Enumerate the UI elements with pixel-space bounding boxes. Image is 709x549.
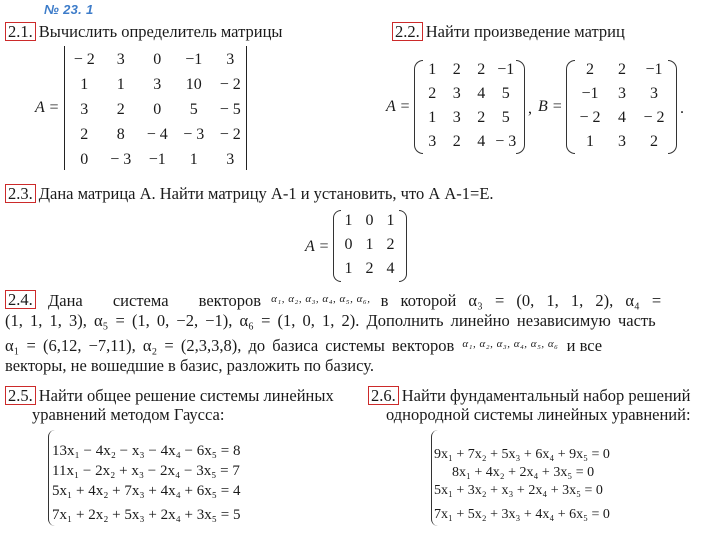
matrix-cell: 2 — [116, 100, 125, 118]
matrix-cell: 2 — [452, 133, 461, 150]
matrix-label-a: A = — [386, 98, 411, 115]
matrix-cell: 1 — [428, 109, 437, 126]
matrix-label-b: B = — [538, 98, 563, 115]
task-2-5-heading-line-2: уравнений методом Гаусса: — [32, 405, 225, 424]
matrix-row — [338, 257, 401, 281]
task-number-badge: 2.6. — [368, 386, 399, 405]
matrix-cell: 3 — [226, 50, 235, 68]
vector-list: α₁, α₂, α₃, α₄, α₅, α₆, — [271, 293, 371, 305]
task-text: Вычислить определитель матрицы — [38, 22, 283, 41]
matrix-cell: 1 — [116, 75, 125, 93]
matrix-cell: 2 — [386, 236, 395, 253]
matrix-cell: 3 — [452, 85, 461, 102]
matrix-cell: − 2 — [643, 109, 665, 126]
matrix-cell: 3 — [618, 85, 626, 102]
matrix-cell: − 5 — [219, 100, 241, 118]
matrix-cell: 2 — [586, 61, 594, 78]
vector-list: α₁, α₂, α₃, α₄, α₅, α₆ — [462, 338, 559, 350]
matrix-cell: 3 — [226, 150, 235, 168]
problem-set-number: № 23. 1 — [44, 2, 94, 17]
matrix-cell: − 4 — [146, 125, 168, 143]
task-text: Найти фундаментальный набор решений — [401, 386, 691, 405]
matrix-cell: − 3 — [110, 150, 132, 168]
matrix-row — [574, 82, 670, 106]
task-2-4-line-1 — [48, 288, 704, 312]
task-2-4-line-3 — [5, 333, 705, 357]
matrix-a — [420, 58, 518, 154]
equation-3: 5x₁ + 3x₂ + x₃ + 2x₄ + 3x₅ = 0 — [434, 483, 603, 498]
matrix-cell: 2 — [80, 125, 89, 143]
task-2-4-number — [5, 290, 39, 309]
task-2-5-heading — [5, 386, 334, 405]
matrix-row — [338, 209, 401, 233]
period: . — [680, 100, 684, 117]
matrix-b — [574, 58, 670, 154]
equation-3: 5x₁ + 4x₂ + 7x₃ + 4x₄ + 6x₅ = 4 — [52, 483, 241, 499]
matrix-cell: 2 — [477, 61, 486, 78]
matrix-cell: − 3 — [495, 133, 517, 150]
matrix-label-a: A = — [35, 99, 60, 116]
matrix-row — [66, 47, 249, 72]
matrix-cell: −1 — [645, 61, 663, 78]
equation-system — [434, 444, 610, 526]
matrix-cell: 2 — [650, 133, 658, 150]
matrix-row — [420, 130, 518, 154]
matrix-cell: 2 — [618, 61, 626, 78]
task-2-6-heading — [368, 386, 690, 405]
matrix-cell: 1 — [386, 212, 395, 229]
matrix-cell: − 2 — [219, 125, 241, 143]
matrix-cell: 5 — [189, 100, 198, 118]
matrix-row — [420, 106, 518, 130]
matrix-cell: 4 — [477, 133, 486, 150]
task-text: Найти произведение матриц — [425, 22, 625, 41]
task-number-badge: 2.3. — [5, 184, 36, 203]
matrix-row — [66, 72, 249, 97]
text: в которой α₃ = (0, 1, 1, 2), α₄ = — [380, 291, 662, 310]
matrix-label-a: A = — [305, 238, 330, 255]
matrix-cell: 0 — [153, 50, 162, 68]
matrix-cell: 4 — [477, 85, 486, 102]
task-number-badge: 2.1. — [5, 22, 36, 41]
text: и все — [566, 336, 603, 355]
matrix-row — [338, 233, 401, 257]
text: α₁ = (6,12, −7,11), α₂ = (2,3,3,8), до базиса системы векторов — [5, 336, 455, 355]
task-2-4-line-2: (1, 1, 1, 3), α₅ = (1, 0, −2, −1), α₆ = (1, 0, 1, 2). Дополнить линейно независимую часть — [5, 311, 656, 330]
matrix-cell: − 2 — [219, 75, 241, 93]
task-text: Найти общее решение системы линейных — [38, 386, 334, 405]
equation-system — [52, 440, 240, 526]
equation-2: 11x₁ − 2x₂ + x₃ − 2x₄ − 3x₅ = 7 — [52, 463, 240, 479]
matrix-cell: 3 — [116, 50, 125, 68]
matrix-row — [574, 106, 670, 130]
matrix-cell: 0 — [80, 150, 89, 168]
matrix-cell: 0 — [344, 236, 353, 253]
matrix-cell: 2 — [477, 109, 486, 126]
matrix-row — [574, 58, 670, 82]
matrix-cell: 3 — [618, 133, 626, 150]
task-2-1-heading — [5, 22, 283, 41]
task-2-4-line-4: векторы, не вошедшие в базис, разложить по базису. — [5, 356, 374, 375]
equation-1: 13x₁ − 4x₂ − x₃ − 4x₄ − 6x₅ = 8 — [52, 443, 241, 459]
text: Дана система векторов — [48, 291, 261, 310]
matrix-cell: 1 — [365, 236, 374, 253]
matrix-cell: 1 — [344, 260, 353, 277]
matrix-row — [420, 58, 518, 82]
comma: , — [528, 100, 532, 117]
matrix-cell: − 2 — [579, 109, 601, 126]
matrix-cell: −1 — [185, 50, 203, 68]
matrix-cell: 5 — [501, 109, 510, 126]
determinant-matrix — [66, 47, 249, 172]
matrix-row — [66, 122, 249, 147]
matrix-cell: − 2 — [73, 50, 95, 68]
matrix-cell: 5 — [501, 85, 510, 102]
matrix-cell: − 3 — [183, 125, 205, 143]
matrix-cell: 3 — [153, 75, 162, 93]
matrix-cell: 8 — [116, 125, 125, 143]
task-2-2-heading — [392, 22, 625, 41]
matrix-cell: 3 — [452, 109, 461, 126]
matrix-cell: 1 — [80, 75, 89, 93]
matrix-cell: −1 — [148, 150, 166, 168]
matrix-row — [66, 147, 249, 172]
task-2-6-heading-line-2: однородной системы линейных уравнений: — [386, 405, 691, 424]
determinant-bar-left — [64, 46, 65, 170]
task-text: Дана матрица А. Найти матрицу А-1 и установить, что А А-1=Е. — [38, 184, 494, 203]
matrix-cell: 3 — [650, 85, 658, 102]
matrix-cell: 4 — [618, 109, 626, 126]
equation-2: 8x₁ + 4x₂ + 2x₄ + 3x₅ = 0 — [452, 465, 595, 480]
matrix-cell: 2 — [365, 260, 374, 277]
matrix-a — [338, 209, 401, 281]
equation-1: 9x₁ + 7x₂ + 5x₃ + 6x₄ + 9x₅ = 0 — [434, 447, 610, 462]
matrix-cell: 1 — [344, 212, 353, 229]
matrix-cell: −1 — [497, 61, 515, 78]
equation-4: 7x₁ + 2x₂ + 5x₃ + 2x₄ + 3x₅ = 5 — [52, 507, 241, 523]
matrix-cell: 1 — [586, 133, 594, 150]
matrix-row — [420, 82, 518, 106]
matrix-cell: 4 — [386, 260, 395, 277]
matrix-cell: 1 — [428, 61, 437, 78]
task-number-badge: 2.4. — [5, 290, 36, 309]
matrix-cell: 3 — [428, 133, 437, 150]
task-number-badge: 2.5. — [5, 386, 36, 405]
equation-4: 7x₁ + 5x₂ + 3x₃ + 4x₄ + 6x₅ = 0 — [434, 507, 610, 522]
matrix-cell: 0 — [365, 212, 374, 229]
matrix-cell: 3 — [80, 100, 89, 118]
matrix-row — [66, 97, 249, 122]
matrix-cell: 1 — [189, 150, 198, 168]
matrix-cell: 10 — [185, 75, 202, 93]
task-2-3-heading — [5, 184, 494, 203]
matrix-cell: 2 — [428, 85, 437, 102]
matrix-cell: −1 — [581, 85, 599, 102]
matrix-cell: 0 — [153, 100, 162, 118]
task-number-badge: 2.2. — [392, 22, 423, 41]
matrix-row — [574, 130, 670, 154]
matrix-cell: 2 — [452, 61, 461, 78]
